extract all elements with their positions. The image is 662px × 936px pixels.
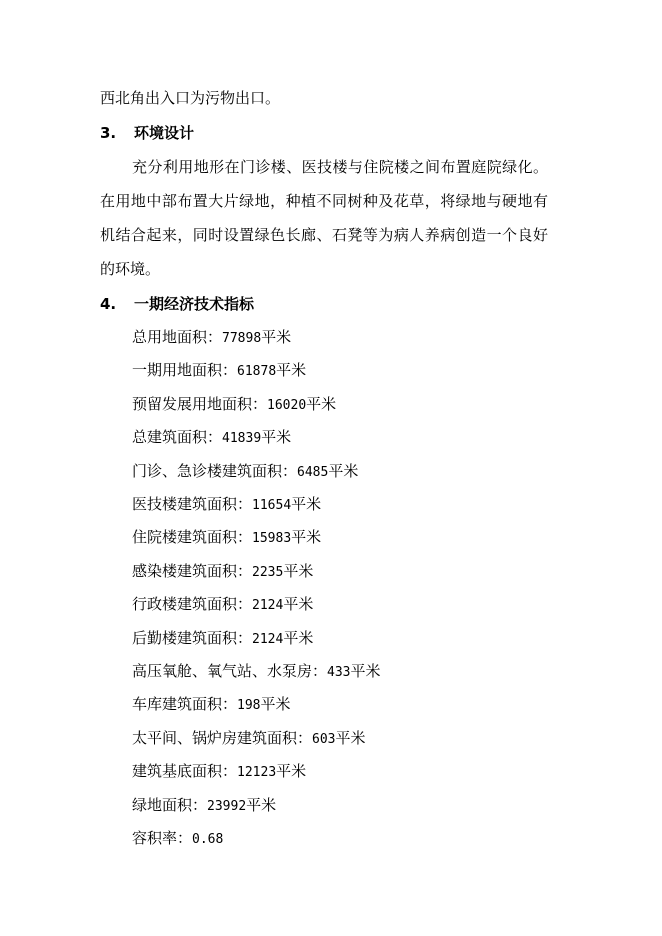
metric-label: 感染楼建筑面积： [132, 562, 253, 580]
metric-unit: 平米 [306, 395, 337, 413]
intro-tail-text: 西北角出入口为污物出口。 [100, 89, 281, 107]
metric-value: 2124 [252, 598, 284, 613]
metric-value: 77898 [222, 331, 262, 346]
metric-label: 太平间、锅炉房建筑面积： [132, 729, 313, 747]
metric-item [132, 594, 313, 616]
metric-item [132, 761, 306, 783]
metric-label: 医技楼建筑面积： [132, 495, 253, 513]
section-3-paragraph-line-1: 充分利用地形在门诊楼、医技楼与住院楼之间布置庭院绿化。 [132, 158, 548, 176]
metric-unit: 平米 [261, 328, 292, 346]
section-4-number: 4. [100, 295, 117, 313]
metric-label: 高压氧舱、氧气站、水泵房： [132, 662, 328, 680]
metric-label: 门诊、急诊楼建筑面积： [132, 462, 298, 480]
metric-unit: 平米 [276, 762, 307, 780]
metric-value: 41839 [222, 431, 262, 446]
metric-label: 预留发展用地面积： [132, 395, 268, 413]
metric-item [132, 360, 306, 382]
metric-unit: 平米 [283, 595, 314, 613]
metric-item [132, 427, 291, 449]
metric-value: 0.68 [192, 832, 224, 847]
section-4-heading [100, 294, 254, 314]
metric-unit: 平米 [283, 629, 314, 647]
metric-unit: 平米 [276, 361, 307, 379]
metric-label: 总建筑面积： [132, 428, 223, 446]
metric-label: 行政楼建筑面积： [132, 595, 253, 613]
metric-item [132, 461, 358, 483]
metric-value: 433 [327, 665, 351, 680]
section-4-title: 一期经济技术指标 [134, 295, 255, 313]
metric-item [132, 394, 336, 416]
metric-item [132, 694, 291, 716]
metric-item [132, 527, 321, 549]
metric-item [132, 327, 291, 349]
metric-label: 后勤楼建筑面积： [132, 629, 253, 647]
metric-item [132, 795, 276, 817]
metric-value: 198 [237, 698, 261, 713]
section-3-paragraph-line-3: 机结合起来，同时设置绿色长廊、石凳等为病人养病创造一个良好 [100, 226, 548, 244]
metric-item [132, 728, 366, 750]
metric-label: 容积率： [132, 829, 193, 847]
metric-value: 61878 [237, 364, 277, 379]
metric-value: 6485 [297, 465, 329, 480]
metric-unit: 平米 [291, 495, 322, 513]
section-3-number: 3. [100, 124, 117, 142]
metric-unit: 平米 [260, 695, 291, 713]
metric-unit: 平米 [350, 662, 381, 680]
section-3-title: 环境设计 [134, 124, 195, 142]
metric-unit: 平米 [335, 729, 366, 747]
metric-label: 绿地面积： [132, 796, 208, 814]
metric-value: 11654 [252, 498, 292, 513]
section-3-paragraph-line-2: 在用地中部布置大片绿地，种植不同树种及花草，将绿地与硬地有 [100, 192, 548, 210]
metric-item [132, 561, 313, 583]
metric-unit: 平米 [246, 796, 277, 814]
metric-item [132, 661, 381, 683]
metric-unit: 平米 [283, 562, 314, 580]
metric-value: 603 [312, 732, 336, 747]
metric-label: 总用地面积： [132, 328, 223, 346]
metric-value: 2124 [252, 632, 284, 647]
metric-item [132, 494, 321, 516]
metric-label: 住院楼建筑面积： [132, 528, 253, 546]
metric-value: 16020 [267, 398, 307, 413]
metric-value: 12123 [237, 765, 277, 780]
section-3-heading [100, 123, 194, 143]
metric-label: 一期用地面积： [132, 361, 238, 379]
metric-value: 23992 [207, 799, 247, 814]
metric-item [132, 828, 223, 850]
metric-unit: 平米 [291, 528, 322, 546]
metric-unit: 平米 [328, 462, 359, 480]
metric-label: 车库建筑面积： [132, 695, 238, 713]
metric-item [132, 628, 313, 650]
metric-unit: 平米 [261, 428, 292, 446]
metric-value: 15983 [252, 531, 292, 546]
section-3-paragraph-line-4: 的环境。 [100, 260, 161, 278]
metric-label: 建筑基底面积： [132, 762, 238, 780]
metric-value: 2235 [252, 565, 284, 580]
